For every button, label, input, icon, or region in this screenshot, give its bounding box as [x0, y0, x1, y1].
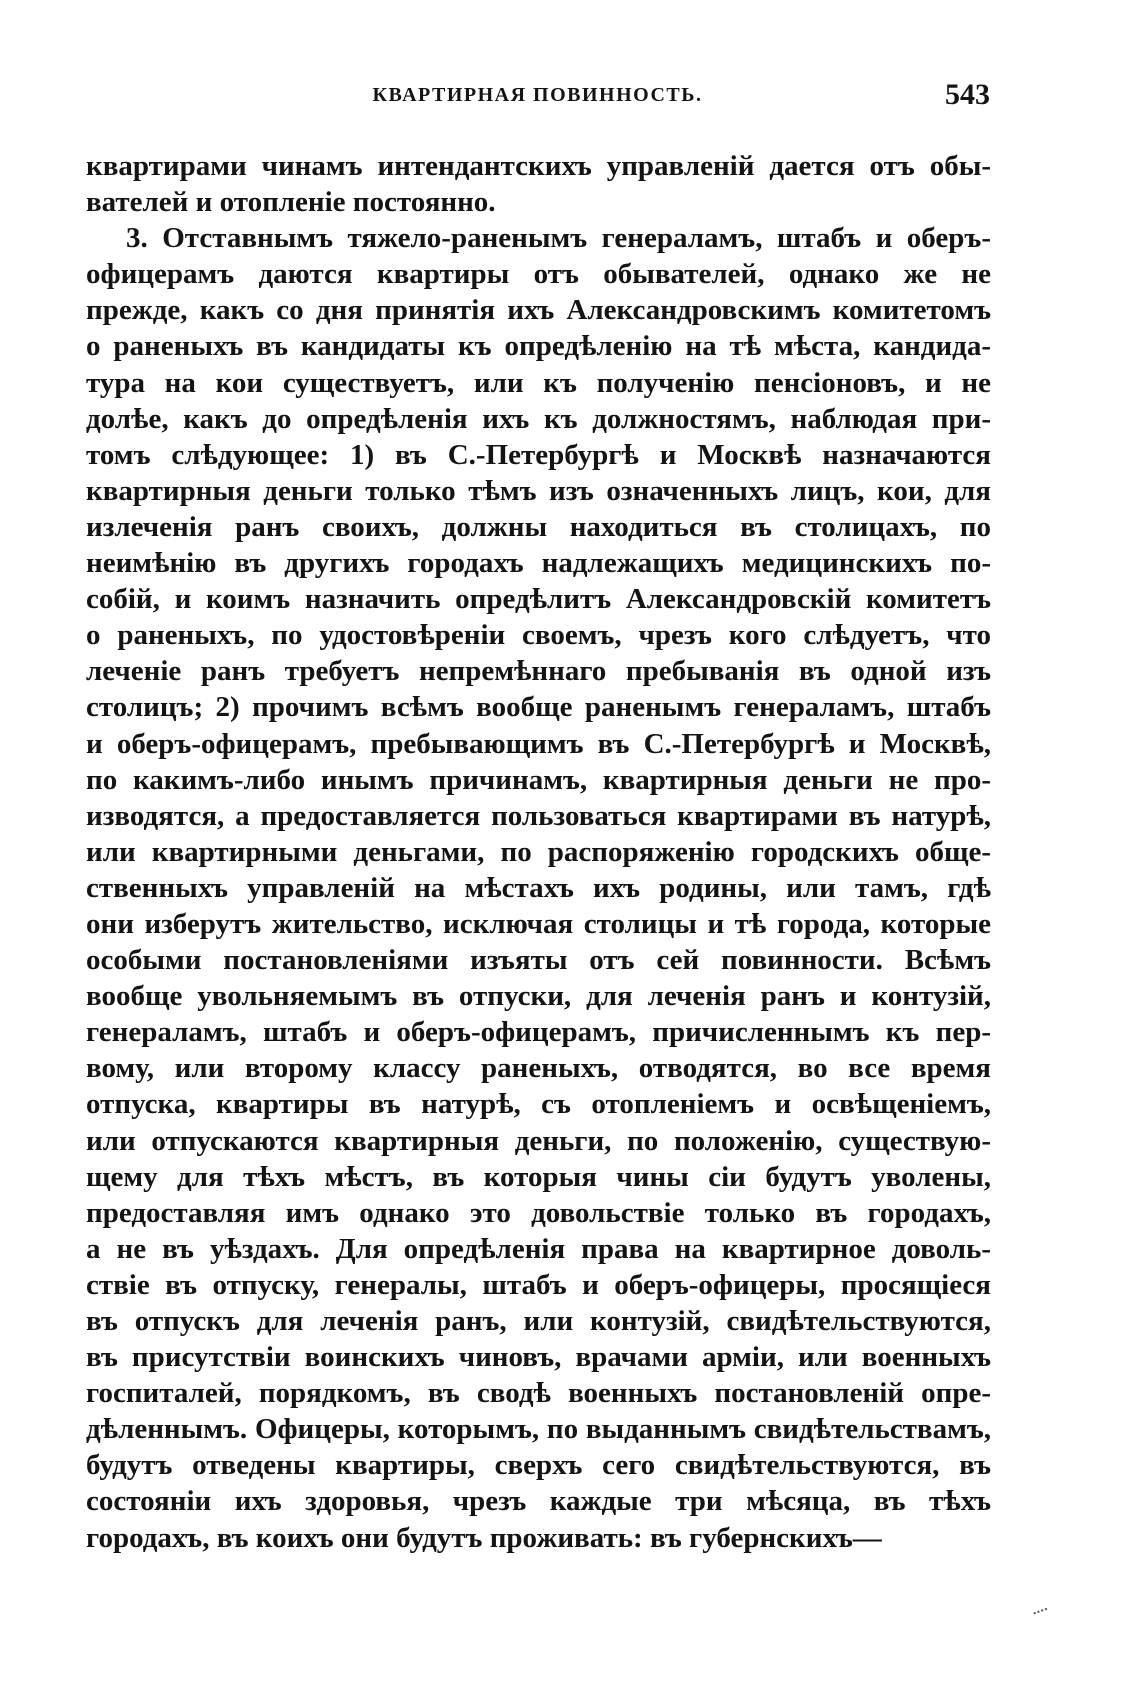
text-line: 3. Отставнымъ тяжело-раненымъ генераламъ, штабъ и оберъ-: [126, 222, 991, 255]
text-line: госпиталей, порядкомъ, въ сводѣ военныхъ постановленій опре-: [86, 1377, 991, 1410]
text-line: генераламъ, штабъ и оберъ-офицерамъ, причисленнымъ къ пер-: [86, 1016, 991, 1049]
text-line: они изберутъ жительство, исключая столицы и тѣ города, которые: [86, 907, 991, 940]
text-line: изводятся, а предоставляется пользоваться квартирами въ натурѣ,: [86, 799, 991, 832]
text-line: по какимъ-либо инымъ причинамъ, квартирныя деньги не про-: [86, 763, 991, 796]
text-line: леченіе ранъ требуетъ непремѣннаго пребыванія въ одной изъ: [86, 655, 991, 688]
text-line: щему для тѣхъ мѣстъ, въ которыя чины сіи будутъ уволены,: [86, 1160, 991, 1193]
text-line: въ присутствіи воинскихъ чиновъ, врачами арміи, или военныхъ: [86, 1341, 991, 1374]
text-line: томъ слѣдующее: 1) въ С.-Петербургѣ и Москвѣ назначаются: [86, 438, 991, 471]
text-line: или отпускаются квартирныя деньги, по положенію, существую-: [86, 1124, 991, 1157]
running-title: КВАРТИРНАЯ ПОВИННОСТЬ.: [372, 84, 703, 106]
text-line: о раненыхъ, по удостовѣреніи своемъ, чрезъ кого слѣдуетъ, что: [86, 619, 991, 652]
text-line: о раненыхъ въ кандидаты къ опредѣленію на тѣ мѣста, кандида-: [86, 330, 991, 363]
text-line: дѣленнымъ. Офицеры, которымъ, по выданнымъ свидѣтельствамъ,: [86, 1413, 991, 1446]
text-line: столицъ; 2) прочимъ всѣмъ вообще раненымъ генераламъ, штабъ: [86, 691, 991, 724]
text-line: отпуска, квартиры въ натурѣ, съ отопленіемъ и освѣщеніемъ,: [86, 1088, 991, 1121]
page-number: 543: [945, 78, 990, 111]
running-header: [85, 78, 990, 118]
text-line: будутъ отведены квартиры, сверхъ сего свидѣтельствуются, въ: [86, 1449, 991, 1482]
text-line: излеченія ранъ своихъ, должны находиться въ столицахъ, по: [86, 510, 991, 543]
text-line: вому, или второму классу раненыхъ, отводятся, во все время: [86, 1052, 991, 1085]
text-line: квартирами чинамъ интендантскихъ управленій дается отъ обы-: [86, 150, 991, 182]
text-line: офицерамъ даются квартиры отъ обывателей, однако же не: [86, 258, 991, 291]
text-line: вателей и отопленіе постоянно.: [86, 186, 496, 219]
text-line: ствіе въ отпуску, генералы, штабъ и оберъ-офицеры, просящіеся: [86, 1268, 991, 1301]
text-line: долѣе, какъ до опредѣленія ихъ къ должностямъ, наблюдая при-: [86, 402, 991, 435]
text-line: вообще увольняемымъ въ отпуски, для леченія ранъ и контузій,: [86, 980, 991, 1013]
text-line: ственныхъ управленій на мѣстахъ ихъ родины, или тамъ, гдѣ: [86, 871, 991, 904]
text-line: а не въ уѣздахъ. Для опредѣленія права на квартирное доволь-: [86, 1232, 991, 1265]
text-line: неимѣнію въ другихъ городахъ надлежащихъ медицинскихъ по-: [86, 547, 991, 580]
text-line: въ отпускъ для леченія ранъ, или контузій, свидѣтельствуются,: [86, 1305, 991, 1337]
text-line: предоставляя имъ однако это довольствіе только въ городахъ,: [86, 1196, 991, 1229]
text-line: состояніи ихъ здоровья, чрезъ каждые три мѣсяца, въ тѣхъ: [86, 1485, 991, 1518]
body-text: [86, 148, 991, 1556]
text-line: городахъ, въ коихъ они будутъ проживать: въ губернскихъ—: [86, 1521, 882, 1554]
text-line: квартирныя деньги только тѣмъ изъ означенныхъ лицъ, кои, для: [86, 474, 991, 507]
text-line: прежде, какъ со дня принятія ихъ Александровскимъ комитетомъ: [86, 294, 991, 327]
scan-speck: [1033, 1608, 1048, 1618]
text-line: или квартирными деньгами, по распоряженію городскихъ обще-: [86, 835, 991, 868]
text-line: тура на кои существуетъ, или къ полученію пенсіоновъ, и не: [86, 366, 991, 399]
text-line: и оберъ-офицерамъ, пребывающимъ въ С.-Петербургѣ и Москвѣ,: [86, 727, 991, 760]
text-line: особыми постановленіями изъяты отъ сей повинности. Всѣмъ: [86, 944, 991, 977]
text-line: собій, и коимъ назначить опредѣлитъ Александровскій комитетъ: [86, 583, 991, 616]
